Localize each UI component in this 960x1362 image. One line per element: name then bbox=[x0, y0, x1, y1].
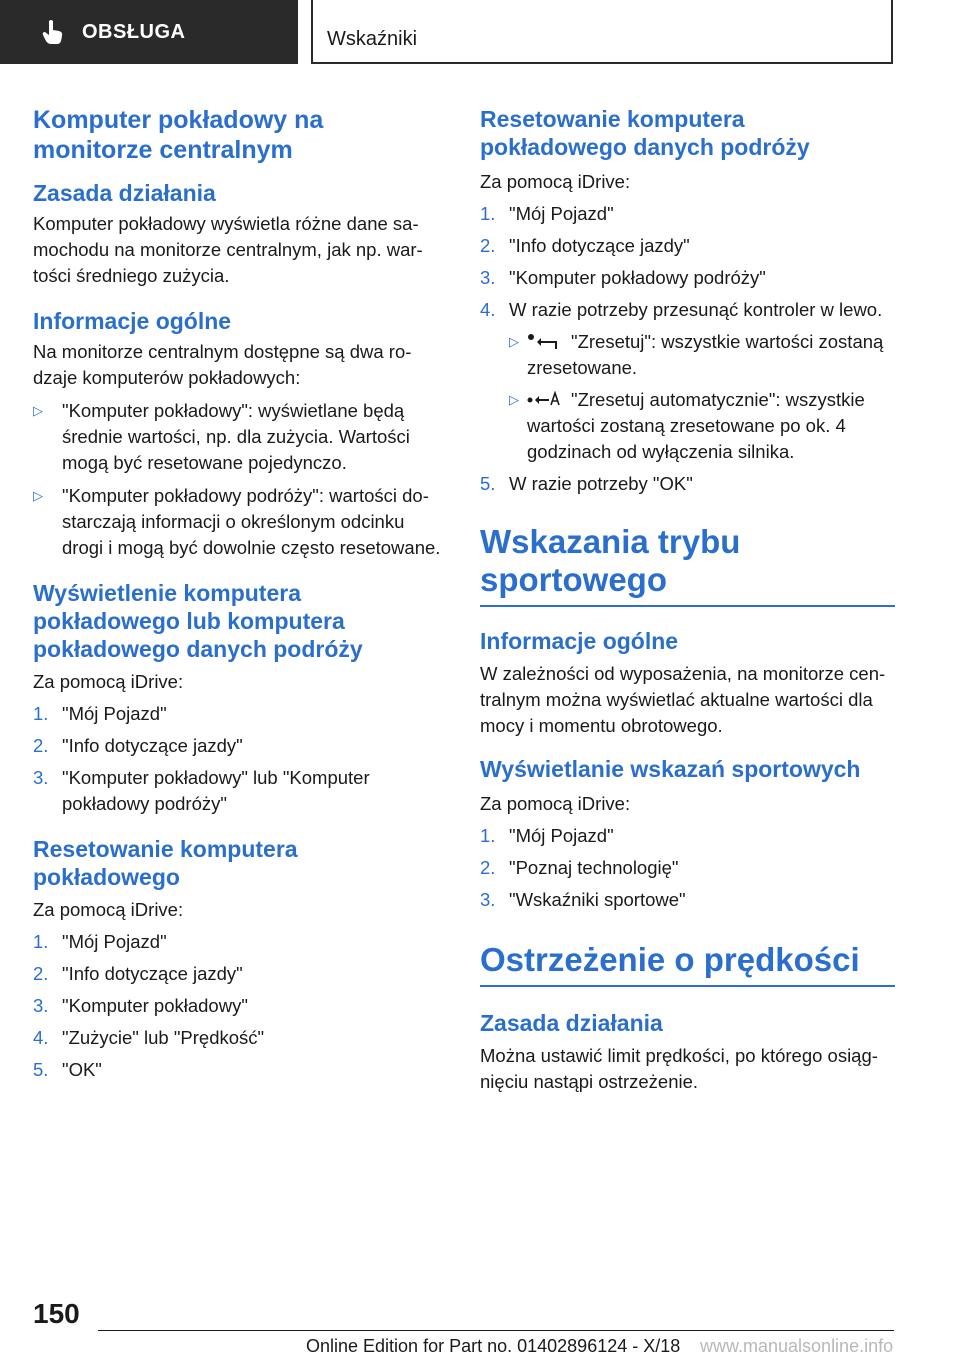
heading-sport-general: Informacje ogólne bbox=[480, 628, 679, 654]
heading-speed-warning: Ostrzeżenie o prędkości bbox=[480, 941, 895, 987]
computer-types-list bbox=[33, 398, 443, 561]
chapter-tab bbox=[0, 0, 298, 64]
heading-display: Wyświetlenie komputera pokładowego lub komputera pokładowego danych podróży bbox=[33, 580, 363, 662]
heading-reset: Resetowanie komputera pokładowego bbox=[33, 836, 298, 890]
text-display: Za pomocą iDrive: bbox=[33, 671, 184, 692]
text-reset: Za pomocą iDrive: bbox=[33, 899, 184, 920]
list-item: 2. "Info dotyczące jazdy" bbox=[480, 235, 690, 256]
list-item: 3. "Wskaźniki sportowe" bbox=[480, 889, 686, 910]
edition-text: Online Edition for Part no. 01402896124 - X/18 bbox=[306, 1336, 681, 1356]
text-speed-principle: Można ustawić limit prędkości, po którego osiągnięciu nastąpi ostrzeżenie. bbox=[480, 1045, 878, 1092]
trip-sub-options bbox=[480, 329, 895, 465]
heading-onboard-computer: Komputer pokładowy na monitorze centralnym bbox=[33, 106, 324, 164]
section-header bbox=[311, 0, 893, 64]
chapter-label: OBSŁUGA bbox=[82, 20, 186, 43]
list-item: ▷ "Zresetuj automatycznie": wszystkie wartości zostaną zresetowane po ok. 4 godzinach od wyłączenia silnika. bbox=[509, 389, 865, 462]
list-item: ▷ "Komputer pokładowy podróży": wartości dostarczają informacji o określonym odcinku drogi i mogą być dowolnie często resetowane. bbox=[33, 483, 443, 561]
list-item: 2. "Info dotyczące jazdy" bbox=[33, 963, 243, 984]
trip-steps bbox=[480, 201, 895, 323]
list-item: 4. "Zużycie" lub "Prędkość" bbox=[33, 1027, 265, 1048]
list-item: 5. "OK" bbox=[33, 1059, 102, 1080]
section-label: Wskaźniki bbox=[327, 28, 418, 50]
reset-steps bbox=[33, 929, 443, 1083]
list-item: 1. "Mój Pojazd" bbox=[480, 825, 614, 846]
display-steps bbox=[33, 701, 443, 817]
list-item: 1. "Mój Pojazd" bbox=[33, 931, 167, 952]
sport-steps bbox=[480, 823, 895, 913]
heading-speed-principle: Zasada działania bbox=[480, 1010, 663, 1036]
heading-general: Informacje ogólne bbox=[33, 308, 232, 334]
text-sport-general: W zależności od wyposażenia, na monitorze centralnym można wyświetlać aktualne wartości dla mocy i momentu obrotowego. bbox=[480, 663, 886, 736]
text-reset-trip: Za pomocą iDrive: bbox=[480, 171, 631, 192]
heading-reset-trip: Resetowanie komputera pokładowego danych podróży bbox=[480, 106, 810, 160]
list-item: 4. W razie potrzeby przesunąć kontroler w lewo. bbox=[480, 299, 883, 320]
trip-step-5 bbox=[480, 471, 895, 497]
list-item: ▷ "Komputer pokładowy": wyświetlane będą średnie wartości, np. dla zużycia. Wartości mogą być resetowane pojedynczo. bbox=[33, 398, 443, 476]
heading-sport: Wskazania trybu sportowego bbox=[480, 523, 895, 607]
list-item: 1. "Mój Pojazd" bbox=[480, 203, 614, 224]
heading-sport-display: Wyświetlanie wskazań sportowych bbox=[480, 756, 861, 782]
left-column bbox=[33, 105, 443, 1083]
list-item: 1. "Mój Pojazd" bbox=[33, 703, 167, 724]
auto-reset-arrow-icon bbox=[527, 391, 563, 409]
footer-divider bbox=[98, 1330, 894, 1331]
list-item: ▷ "Zresetuj": wszystkie wartości zostaną zresetowane. bbox=[509, 331, 884, 378]
list-item: 2. "Poznaj technologię" bbox=[480, 857, 679, 878]
list-item: 3. "Komputer pokładowy podróży" bbox=[480, 267, 766, 288]
watermark-site: www.manualsonline.info bbox=[700, 1336, 894, 1356]
list-item: 2. "Info dotyczące jazdy" bbox=[33, 735, 243, 756]
right-column bbox=[480, 105, 895, 1095]
reset-arrow-icon bbox=[527, 333, 563, 351]
pointing-hand-icon bbox=[40, 19, 66, 45]
list-item: 3. "Komputer pokładowy" lub "Komputer pokładowy podróży" bbox=[33, 767, 370, 814]
text-principle: Komputer pokładowy wyświetla różne dane samochodu na monitorze centralnym, jak np. wartości średniego zużycia. bbox=[33, 213, 423, 286]
page-number: 150 bbox=[33, 1298, 80, 1329]
text-general: Na monitorze centralnym dostępne są dwa rodzaje komputerów pokładowych: bbox=[33, 341, 412, 388]
heading-principle: Zasada działania bbox=[33, 180, 216, 206]
text-sport-display: Za pomocą iDrive: bbox=[480, 793, 631, 814]
list-item: 5. W razie potrzeby "OK" bbox=[480, 473, 693, 494]
list-item: 3. "Komputer pokładowy" bbox=[33, 995, 248, 1016]
